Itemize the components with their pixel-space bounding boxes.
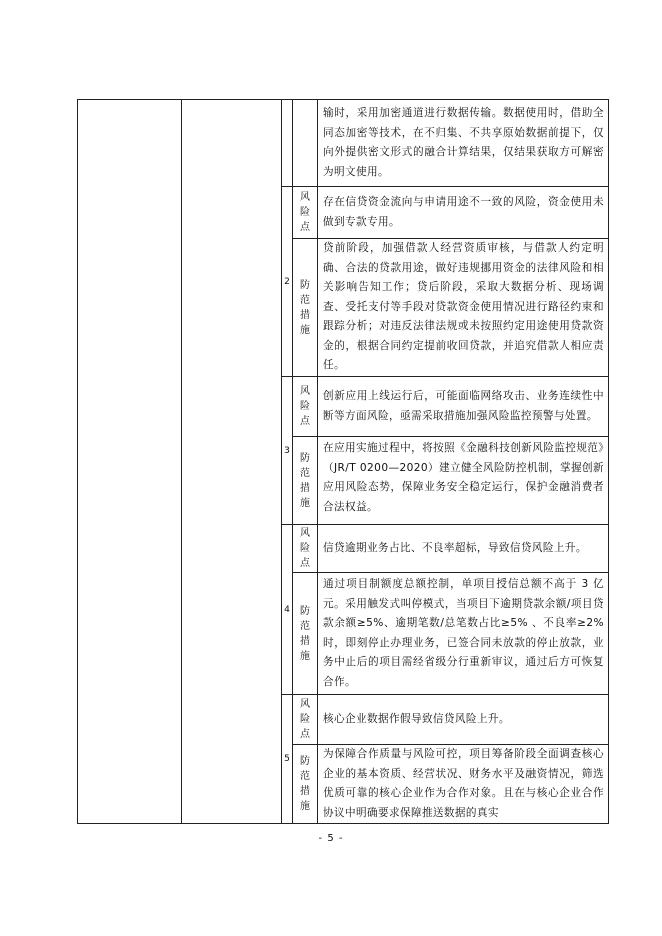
risk-point-text: 存在信贷资金流向与申请用途不一致的风险，资金使用未做到专款专用。	[318, 187, 609, 239]
measure-text: 输时，采用加密通道进行数据传输。数据使用时，借助全同态加密等技术，在不归集、不共享原始数据前提下，仅向外提供密文形式的融合计算结果，仅结果获取方可解密为明文使用。	[318, 100, 609, 187]
risk-point-label: 风 险 点	[293, 525, 318, 573]
row-number: 2	[282, 187, 293, 377]
prevention-label: 防 范 措 施	[293, 437, 318, 525]
prevention-text: 在应用实施过程中，将按照《金融科技创新风险监控规范》（JR/T 0200—2020）建立健全风险防控机制，掌握创新应用风险态势，保障业务安全稳定运行，保护金融消费者合法权益。	[318, 437, 609, 525]
risk-point-text: 信贷逾期业务占比、不良率超标，导致信贷风险上升。	[318, 525, 609, 573]
number-cell	[282, 100, 293, 187]
risk-table-container	[77, 99, 608, 822]
risk-point-label: 风 险 点	[293, 187, 318, 239]
risk-point-text: 核心企业数据作假导致信贷风险上升。	[318, 695, 609, 745]
risk-table	[77, 99, 609, 824]
row-number: 3	[282, 377, 293, 525]
prevention-text: 为保障合作质量与风险可控，项目筹备阶段全面调查核心企业的基本资质、经营状况、财务水平及融资情况，筛选优质可靠的核心企业作为合作对象。且在与核心企业合作协议中明确要求保障推送数据的真实	[318, 745, 609, 824]
risk-point-label: 风 险 点	[293, 695, 318, 745]
prevention-text: 贷前阶段，加强借款人经营资质审核，与借款人约定明确、合法的贷款用途，做好违规挪用资金的法律风险和相关影响告知工作；贷后阶段，采取大数据分析、现场调查、受托支付等手段对贷款资金使用情况进行路径约束和跟踪分析；对违反法律法规或未按照约定用途使用贷款资金的，根据合同约定提前收回贷款，并追究借款人相应责任。	[318, 239, 609, 377]
prevention-label: 防 范 措 施	[293, 239, 318, 377]
prevention-label: 防 范 措 施	[293, 573, 318, 695]
item-cell	[182, 100, 282, 824]
category-cell	[78, 100, 182, 824]
risk-point-label: 风 险 点	[293, 377, 318, 437]
risk-point-text: 创新应用上线运行后，可能面临网络攻击、业务连续性中断等方面风险，亟需采取措施加强风险监控预警与处置。	[318, 377, 609, 437]
table-row	[78, 100, 609, 187]
label-cell	[293, 100, 318, 187]
row-number: 4	[282, 525, 293, 695]
prevention-text: 通过项目制额度总额控制，单项目授信总额不高于 3 亿元。采用触发式叫停模式，当项目下逾期贷款余额/项目贷款余额≥5%、逾期笔数/总笔数占比≥5% 、不良率≥2% 时，即刻停止办理业务，已签合同未放款的停止放款，业务中止后的项目需经省级分行重新审议，通过后方可恢复合作。	[318, 573, 609, 695]
row-number: 5	[282, 695, 293, 824]
page-number: - 5 -	[318, 833, 344, 844]
prevention-label: 防 范 措 施	[293, 745, 318, 824]
